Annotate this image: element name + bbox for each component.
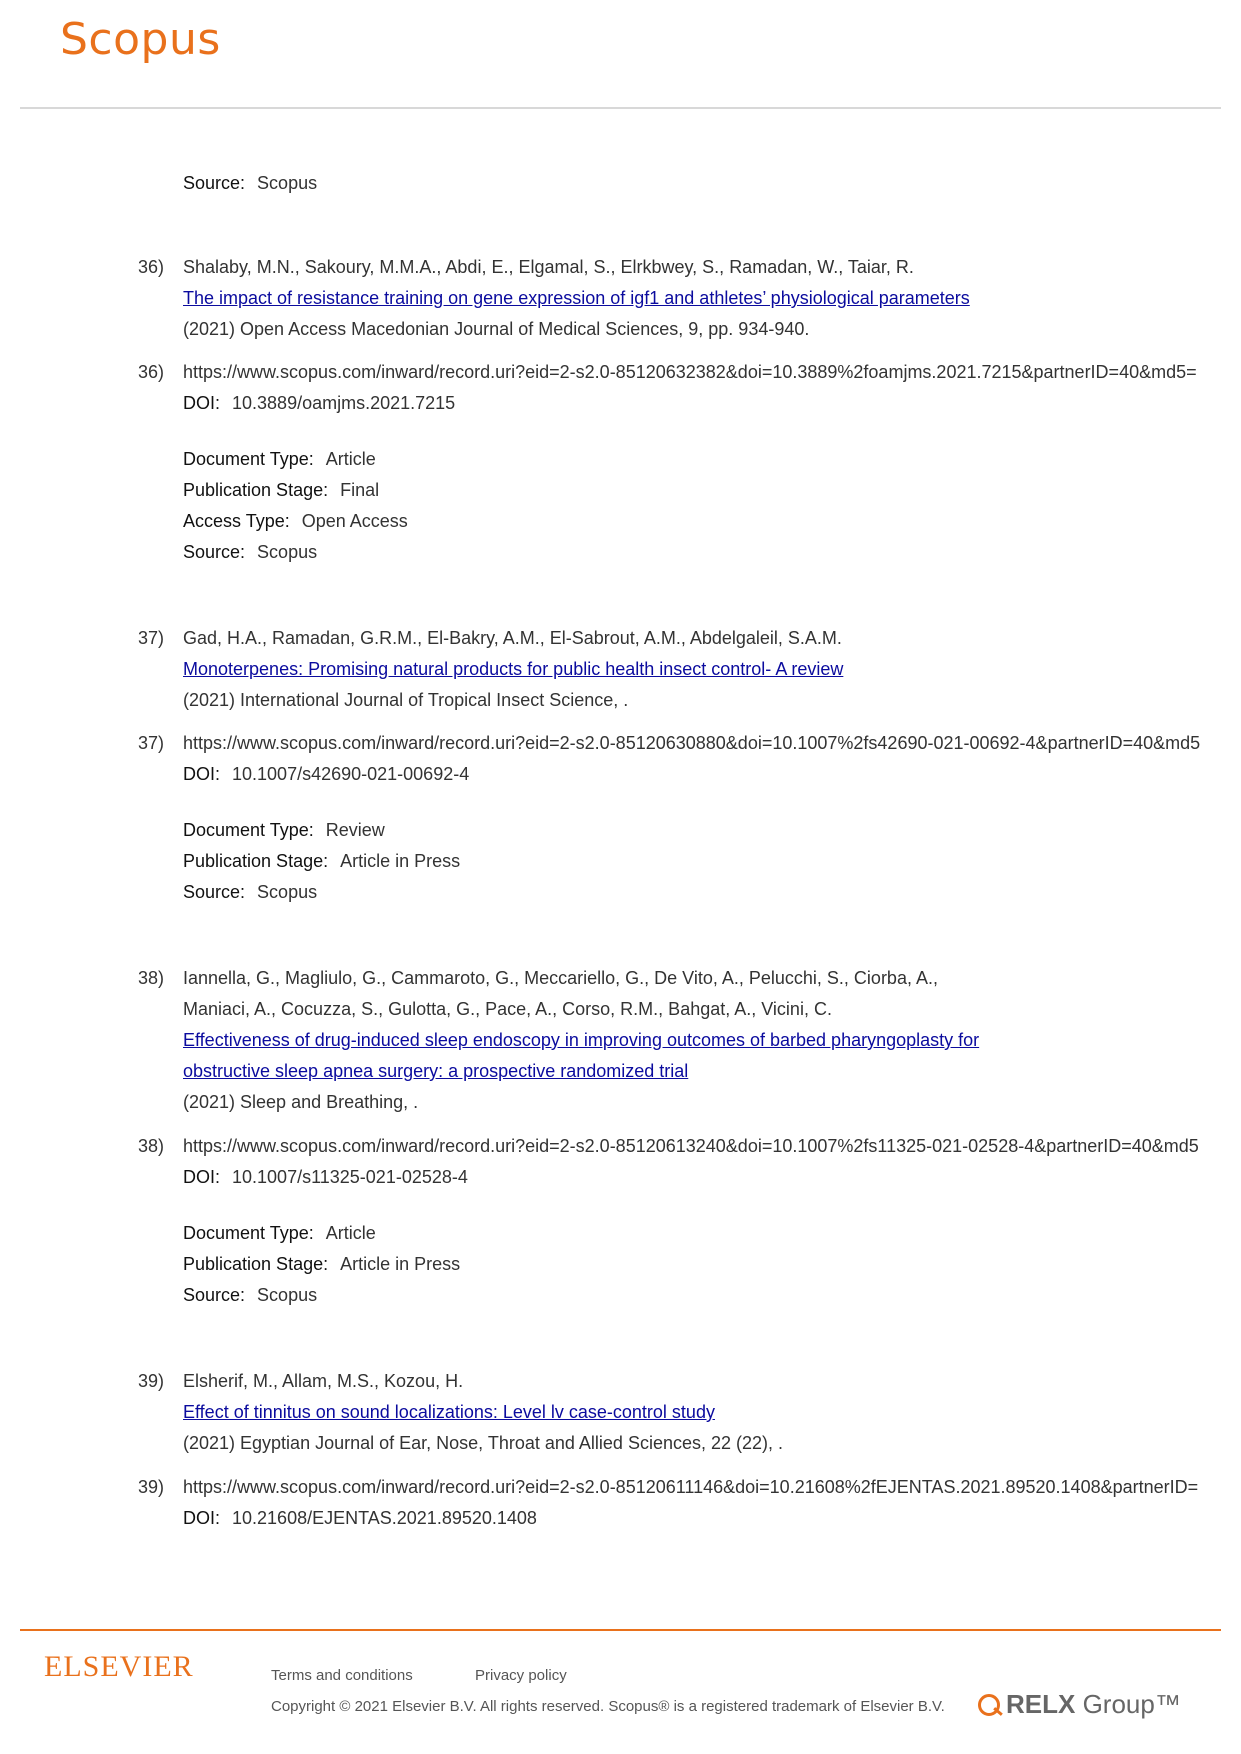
entry-url-number: 38) [138,1136,165,1156]
entry-url[interactable]: https://www.scopus.com/inward/record.uri?eid=2-s2.0-85120611146&doi=10.21608%2fEJENTAS.2021.89520.1408&partnerID= [183,1477,1199,1497]
entry-publication-stage: Publication Stage: Final [183,480,380,500]
relx-icon [978,1694,1000,1716]
privacy-link[interactable]: Privacy policy [475,1667,567,1684]
entry-number: 38) [138,968,165,988]
entry-url[interactable]: https://www.scopus.com/inward/record.uri?eid=2-s2.0-85120630880&doi=10.1007%2fs42690-021-00692-4&partnerID=40&md5 [183,733,1201,753]
entry-url-number: 37) [138,733,165,753]
entry-doi: DOI: 10.3889/oamjms.2021.7215 [183,393,456,413]
copyright-text: Copyright © 2021 Elsevier B.V. All rights reserved. Scopus® is a registered trademark of Elsevier B.V. [271,1698,945,1715]
entry-title-link-cont[interactable]: obstructive sleep apnea surgery: a prospective randomized trial [183,1061,689,1081]
entry-url[interactable]: https://www.scopus.com/inward/record.uri?eid=2-s2.0-85120632382&doi=10.3889%2foamjms.2021.7215&partnerID=40&md5= [183,362,1197,382]
entry-source: Source: Scopus [183,1285,318,1305]
scopus-logo[interactable]: Scopus [60,14,221,65]
entry-source: Source: Scopus [183,882,318,902]
entry-doi: DOI: 10.1007/s11325-021-02528-4 [183,1167,468,1187]
entry-title-link[interactable]: Monoterpenes: Promising natural products for public health insect control- A review [183,659,844,679]
relx-logo[interactable]: RELX Group™ [978,1689,1181,1720]
prev-source-row: Source: Scopus [183,173,318,193]
entry-title-link[interactable]: The impact of resistance training on gene expression of igf1 and athletes’ physiological parameters [183,288,970,308]
entry-doi: DOI: 10.21608/EJENTAS.2021.89520.1408 [183,1508,537,1528]
entry-document-type: Document Type: Article [183,1223,376,1243]
entry-citation: (2021) International Journal of Tropical Insect Science, . [183,690,629,710]
entry-document-type: Document Type: Article [183,449,376,469]
entry-authors: Iannella, G., Magliulo, G., Cammaroto, G., Meccariello, G., De Vito, A., Pelucchi, S., Ciorba, A., [183,968,938,988]
entry-url-number: 36) [138,362,165,382]
entry-publication-stage: Publication Stage: Article in Press [183,1254,461,1274]
entry-title-link[interactable]: Effect of tinnitus on sound localizations: Level lv case-control study [183,1402,715,1422]
entry-number: 39) [138,1371,165,1391]
footer-divider [20,1629,1221,1631]
entry-citation: (2021) Sleep and Breathing, . [183,1092,419,1112]
entry-document-type: Document Type: Review [183,820,385,840]
entry-title-link[interactable]: Effectiveness of drug-induced sleep endoscopy in improving outcomes of barbed pharyngoplasty for [183,1030,980,1050]
entry-authors: Elsherif, M., Allam, M.S., Kozou, H. [183,1371,464,1391]
entry-access-type: Access Type: Open Access [183,511,408,531]
entry-number: 37) [138,628,165,648]
entry-citation: (2021) Egyptian Journal of Ear, Nose, Throat and Allied Sciences, 22 (22), . [183,1433,784,1453]
entry-publication-stage: Publication Stage: Article in Press [183,851,461,871]
entry-url[interactable]: https://www.scopus.com/inward/record.uri?eid=2-s2.0-85120613240&doi=10.1007%2fs11325-021-02528-4&partnerID=40&md5 [183,1136,1199,1156]
entry-url-number: 39) [138,1477,165,1497]
terms-link[interactable]: Terms and conditions [271,1667,413,1684]
entry-authors: Shalaby, M.N., Sakoury, M.M.A., Abdi, E., Elgamal, S., Elrkbwey, S., Ramadan, W., Taiar, R. [183,257,914,277]
entry-authors: Gad, H.A., Ramadan, G.R.M., El-Bakry, A.M., El-Sabrout, A.M., Abdelgaleil, S.A.M. [183,628,842,648]
entry-number: 36) [138,257,165,277]
entry-citation: (2021) Open Access Macedonian Journal of Medical Sciences, 9, pp. 934-940. [183,319,810,339]
entry-source: Source: Scopus [183,542,318,562]
entry-doi: DOI: 10.1007/s42690-021-00692-4 [183,764,470,784]
elsevier-logo[interactable]: ELSEVIER [44,1650,194,1683]
entry-authors-cont: Maniaci, A., Cocuzza, S., Gulotta, G., Pace, A., Corso, R.M., Bahgat, A., Vicini, C. [183,999,832,1019]
